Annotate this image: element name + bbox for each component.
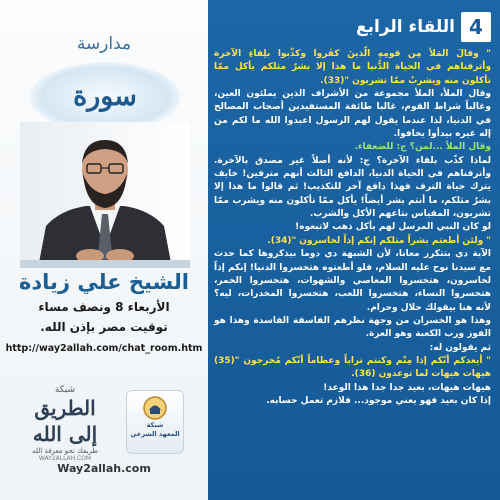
lesson-title: اللقاء الرابع xyxy=(356,17,455,37)
logo-network-label: شبكة xyxy=(54,385,76,395)
verse-paragraph: " أيعدكم أنّكم إذا مِتّم وكنتم تراباً وعظاماً أنّكم مُخرجون "(35) هيهات هيهات لما توعدون (36). xyxy=(214,355,491,380)
commentary-paragraph: لو كان النبي المرسل لهم يأكل ذهب لاتبعوه! xyxy=(295,222,491,233)
lesson-number-badge: 4 xyxy=(461,12,491,42)
series-label: مدارسة xyxy=(76,34,132,54)
commentary-paragraph: وهذا هو الخسران من وجهة نظرهم الفاسقة الفاسدة وهذا هو الفوز ورب الكعبة وهو العزة. xyxy=(214,315,491,340)
commentary-paragraph: هيهات هيهات، بعيد جدا جدا هذا الوعد! xyxy=(323,382,491,393)
verse-paragraph: " ولئن أطعتم بشراً مثلكم إنكم إذاً لخاسرون "(34). xyxy=(267,235,491,246)
sheikh-portrait xyxy=(20,122,190,268)
crest-icon xyxy=(142,395,168,421)
lesson-panel xyxy=(208,0,500,500)
commentary-paragraph: الآية دي بتتكرر معانا، لأن الشبهة دي دوما بيذكروها كما حدث مع سيدنا نوح عليه السلام، فلو أطعتوه هتخسروا الدنيا! إنكم إذاً لخاسرون، هتخسروا المعاصي والشهوات، هتخسروا الخمر، هتخسروا النساء، هتخسروا اللعب، هتخسروا المخدرات، ليه؟ لأنه هنا بيقولك حلال وحرام. xyxy=(214,249,491,313)
schedule-text: الأربعاء 8 ونصف مساء xyxy=(38,300,170,314)
logo-url: WAY2ALLAH.COM xyxy=(38,455,92,462)
sheikh-name: الشيخ علي زيادة xyxy=(19,270,189,294)
commentary-paragraph: ثم يقولون له: xyxy=(429,342,491,353)
way2allah-logo[interactable] xyxy=(22,385,108,462)
left-column xyxy=(0,0,208,500)
institute-logo[interactable] xyxy=(126,390,184,454)
surah-title: سورة xyxy=(30,62,180,132)
commentary-paragraph: إذا كان بعيد فهو يعني موجود... فلازم تعمل حسابه. xyxy=(266,395,491,406)
logo-tagline: طريقك نحو معرفة الله xyxy=(32,447,98,455)
footer-url[interactable]: Way2allah.com xyxy=(57,462,151,475)
chat-room-link[interactable]: http://way2allah.com/chat_room.htm xyxy=(5,343,203,354)
question-paragraph: وقال الملأ ...لمن؟ ج: للضعفاء. xyxy=(354,142,491,153)
commentary-paragraph: وقال الملأ، الملأ مجموعة من الأشراف الذين يملئون العين، وغالباً شراط القوم، غالبا طائفة المستفيدين أصحاب المصالح في الدنيا، لذا عندما يقول لهم الرسول اعبدوا الله ما لكم من إله غيره بيدأوا يخافوا. xyxy=(214,89,491,140)
timezone-text: توقيت مصر بإذن الله. xyxy=(40,320,168,334)
verse-paragraph: " وقالَ المَلأ مِن قومِهِ الّذينَ كفَروا وكذّبوا بلِقاءِ الآخرة وأترفناهم في الحياة الدُّنيا ما هذا إلا بشرٌ مثلكم يأكل ممّا تأكلون منه ويشربُ ممّا تشربون "(33). xyxy=(214,49,491,86)
panel-header xyxy=(214,10,491,44)
commentary-paragraph: لماذا كذّب بلقاء الآخرة؟ ج: لأنه أصلاً غير مصدق بالآخرة. وأترفناهم في الحياة الدنيا، الدافع الثالث أنهم مترفين! خايف يترك حياة الترف فهذا دافع آخر للتكذيب! ثم قالوا ما هذا إلا بشرٌ مثلكم، ما أنتم بشر أيضاً! يأكل ممّا تأكلون منه ويشرب ممّا تشربون، المقياس بتاعهم الأكل والشرب. xyxy=(214,155,491,220)
institute-line-2: المعهد الشرعي xyxy=(130,430,180,438)
lesson-body xyxy=(214,48,491,408)
logo-brand-text: الطريق إلى الله xyxy=(32,396,98,446)
institute-line-1: شبكة xyxy=(146,421,164,429)
